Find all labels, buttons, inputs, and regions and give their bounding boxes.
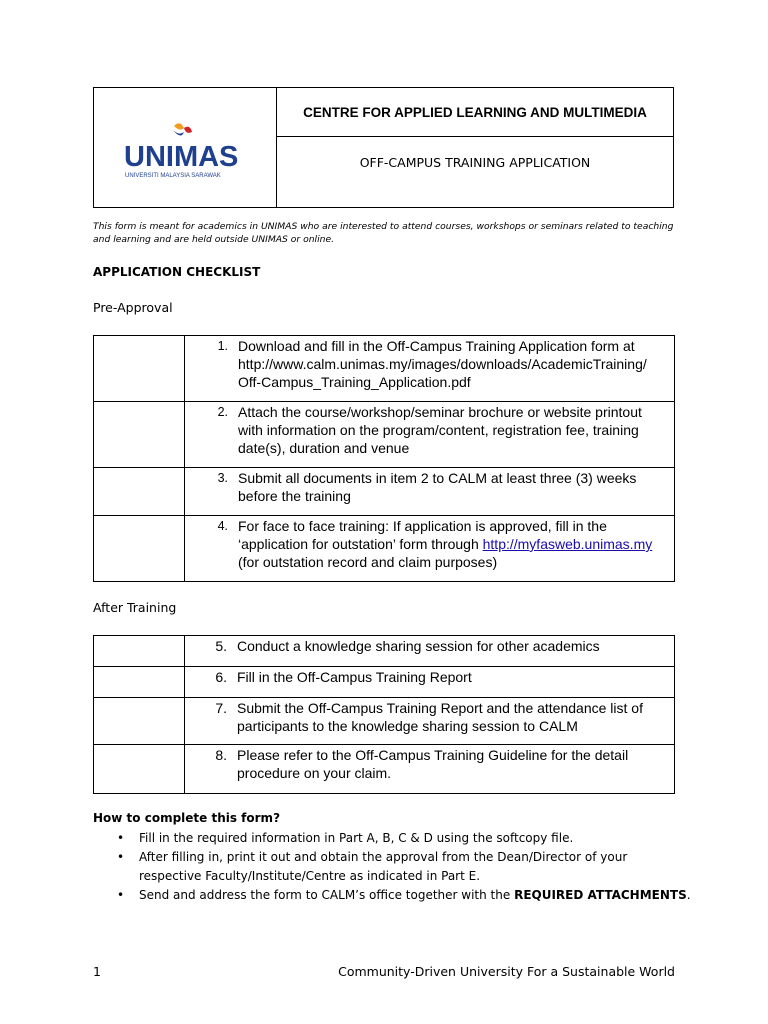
after-training-table <box>93 635 675 794</box>
pre-approval-heading: Pre-Approval <box>93 300 173 315</box>
how-to-heading: How to complete this form? <box>93 811 281 825</box>
list-item: • Send and address the form to CALM’s office together with the REQUIRED ATTACHMENTS. <box>93 886 693 905</box>
checklist-item: 5. Conduct a knowledge sharing session for other academics <box>215 638 600 654</box>
checklist-item: 8. Please refer to the Off-Campus Training Guideline for the detail procedure on your claim. <box>215 747 629 781</box>
footer-tagline: Community-Driven University For a Sustainable World <box>338 964 675 979</box>
table-row <box>94 402 675 468</box>
how-to-list <box>93 829 693 905</box>
logo-emblem-blue <box>173 130 184 136</box>
checkbox-cell[interactable] <box>94 468 185 516</box>
table-row <box>94 468 675 516</box>
table-row <box>94 667 675 698</box>
intro-text: This form is meant for academics in UNIMAS who are interested to attend courses, workshops or seminars related to teaching and learning and are held outside UNIMAS or online. <box>93 221 674 245</box>
list-item: • After filling in, print it out and obtain the approval from the Dean/Director of your respective Faculty/Institute/Centre as indicated in Part E. <box>117 850 628 883</box>
after-training-heading: After Training <box>93 600 177 615</box>
form-title: OFF-CAMPUS TRAINING APPLICATION <box>359 155 591 170</box>
checkbox-cell[interactable] <box>94 636 185 667</box>
logo-wordmark: UNIMAS <box>124 141 239 173</box>
centre-title: CENTRE FOR APPLIED LEARNING AND MULTIMEDIA <box>277 88 673 137</box>
logo-emblem-orange <box>174 123 184 129</box>
checklist-item: 7. Submit the Off-Campus Training Report and the attendance list of participants to the knowledge sharing session to CALM <box>215 700 643 734</box>
logo-cell <box>94 88 277 207</box>
table-row <box>94 745 675 794</box>
checkbox-cell[interactable] <box>94 402 185 468</box>
checklist-item: 1. Download and fill in the Off-Campus Training Application form at http://www.calm.unimas.my/images/downloads/AcademicTraining/ Off-Campus_Training_Application.pdf <box>217 338 647 390</box>
table-row <box>94 516 675 582</box>
logo-subtext: UNIVERSITI MALAYSIA SARAWAK <box>125 173 221 179</box>
table-row <box>94 698 675 745</box>
logo-emblem-red <box>184 127 192 133</box>
page-footer <box>93 964 675 979</box>
page-number: 1 <box>93 964 101 979</box>
pre-approval-table <box>93 335 675 582</box>
checklist-item: 6. Fill in the Off-Campus Training Report <box>215 669 472 685</box>
checkbox-cell[interactable] <box>94 667 185 698</box>
form-header <box>93 87 674 208</box>
checklist-item: 2. Attach the course/workshop/seminar brochure or website printout with information on the program/content, registration fee, training date(s), duration and venue <box>217 404 642 456</box>
checklist-heading: APPLICATION CHECKLIST <box>93 265 261 279</box>
table-row <box>94 636 675 667</box>
checkbox-cell[interactable] <box>94 336 185 402</box>
unimas-logo <box>124 120 244 180</box>
myfasweb-link[interactable]: http://myfasweb.unimas.my <box>482 536 653 552</box>
checkbox-cell[interactable] <box>94 698 185 745</box>
list-item: • Fill in the required information in Part A, B, C & D using the softcopy file. <box>93 829 693 848</box>
bullet-icon: • <box>117 888 125 902</box>
table-row <box>94 336 675 402</box>
checkbox-cell[interactable] <box>94 516 185 582</box>
bullet-icon: • <box>117 831 125 845</box>
bullet-icon: • <box>117 850 125 864</box>
checkbox-cell[interactable] <box>94 745 185 794</box>
checklist-item: 4. For face to face training: If application is approved, fill in the ‘application for outstation’ form through http://myfasweb.unimas.my (for outstation record and claim purposes) <box>217 518 653 570</box>
checklist-item: 3. Submit all documents in item 2 to CALM at least three (3) weeks before the training <box>217 470 637 504</box>
how-to-section <box>93 811 693 905</box>
